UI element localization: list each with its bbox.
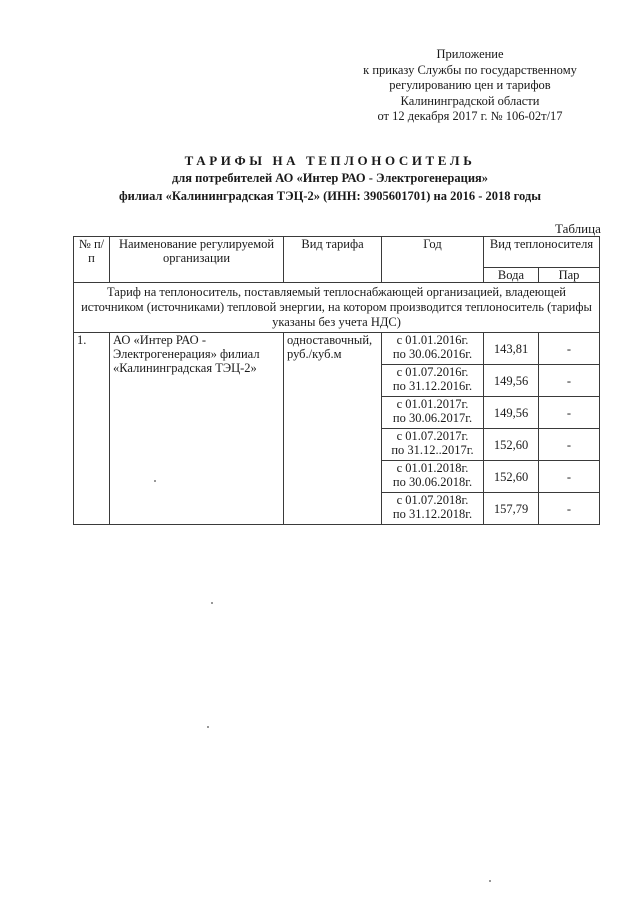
period-cell (382, 365, 484, 397)
period-to: по 30.06.2017г. (392, 411, 473, 425)
row-tariff-type: одноставочный, руб./куб.м (284, 333, 382, 525)
document-title: ТАРИФЫ НА ТЕПЛОНОСИТЕЛЬ (184, 153, 476, 168)
scan-speck (207, 726, 209, 728)
water-value: 152,60 (484, 429, 539, 461)
period-to: по 31.12.2018г. (392, 507, 473, 521)
section-note: Тариф на теплоноситель, поставляемый теплоснабжающей организацией, владеющей источником (источниками) тепловой энергии, на котором производится теплоноситель (тарифы указаны без учета НДС) (74, 283, 600, 333)
row-org: АО «Интер РАО - Электрогенерация» филиал «Калининградская ТЭЦ-2» (110, 333, 284, 525)
period-from: с 01.07.2016г. (396, 365, 469, 379)
water-value: 149,56 (484, 365, 539, 397)
period-from: с 01.07.2017г. (396, 429, 469, 443)
header-year: Год (382, 237, 484, 283)
period-cell (382, 461, 484, 493)
table-caption: Таблица (555, 221, 601, 236)
scan-speck (489, 880, 491, 882)
period-cell (382, 333, 484, 365)
period-from: с 01.01.2017г. (396, 397, 469, 411)
appendix-line: регулированию цен и тарифов (389, 78, 551, 92)
period-to: по 31.12.2016г. (392, 379, 473, 393)
document-subtitle: для потребителей АО «Интер РАО - Электрогенерация» (171, 171, 489, 185)
period-cell (382, 493, 484, 525)
period-to: по 30.06.2016г. (392, 347, 473, 361)
appendix-line: к приказу Службы по государственному (363, 62, 577, 77)
appendix-block (340, 47, 600, 125)
period-from: с 01.01.2016г. (396, 333, 469, 347)
water-value: 152,60 (484, 461, 539, 493)
steam-value: - (539, 365, 600, 397)
period-to: по 31.12..2017г. (391, 443, 474, 457)
header-tariff-type: Вид тарифа (284, 237, 382, 283)
appendix-line: Приложение (436, 47, 504, 61)
tariff-table (73, 236, 600, 525)
water-value: 149,56 (484, 397, 539, 429)
appendix-line: Калининградской области (400, 93, 540, 108)
steam-value: - (539, 429, 600, 461)
scan-speck (211, 602, 213, 604)
period-cell (382, 429, 484, 461)
steam-value: - (539, 397, 600, 429)
water-value: 157,79 (484, 493, 539, 525)
document-subtitle-branch: филиал «Калининградская ТЭЦ-2» (ИНН: 3905601701) на 2016 - 2018 годы (119, 189, 541, 203)
row-num: 1. (74, 333, 110, 525)
period-from: с 01.01.2018г. (396, 461, 469, 475)
header-org: Наименование регулируемой организации (110, 237, 284, 283)
header-steam: Пар (539, 268, 600, 283)
table-row (74, 333, 600, 365)
scan-speck (154, 480, 156, 482)
steam-value: - (539, 461, 600, 493)
water-value: 143,81 (484, 333, 539, 365)
period-to: по 30.06.2018г. (392, 475, 473, 489)
period-cell (382, 397, 484, 429)
header-carrier: Вид теплоносителя (484, 237, 600, 268)
appendix-line: от 12 декабря 2017 г. № 106-02т/17 (377, 109, 563, 123)
header-num: № п/п (74, 237, 110, 283)
steam-value: - (539, 493, 600, 525)
period-from: с 01.07.2018г. (396, 493, 469, 507)
header-water: Вода (484, 268, 539, 283)
steam-value: - (539, 333, 600, 365)
